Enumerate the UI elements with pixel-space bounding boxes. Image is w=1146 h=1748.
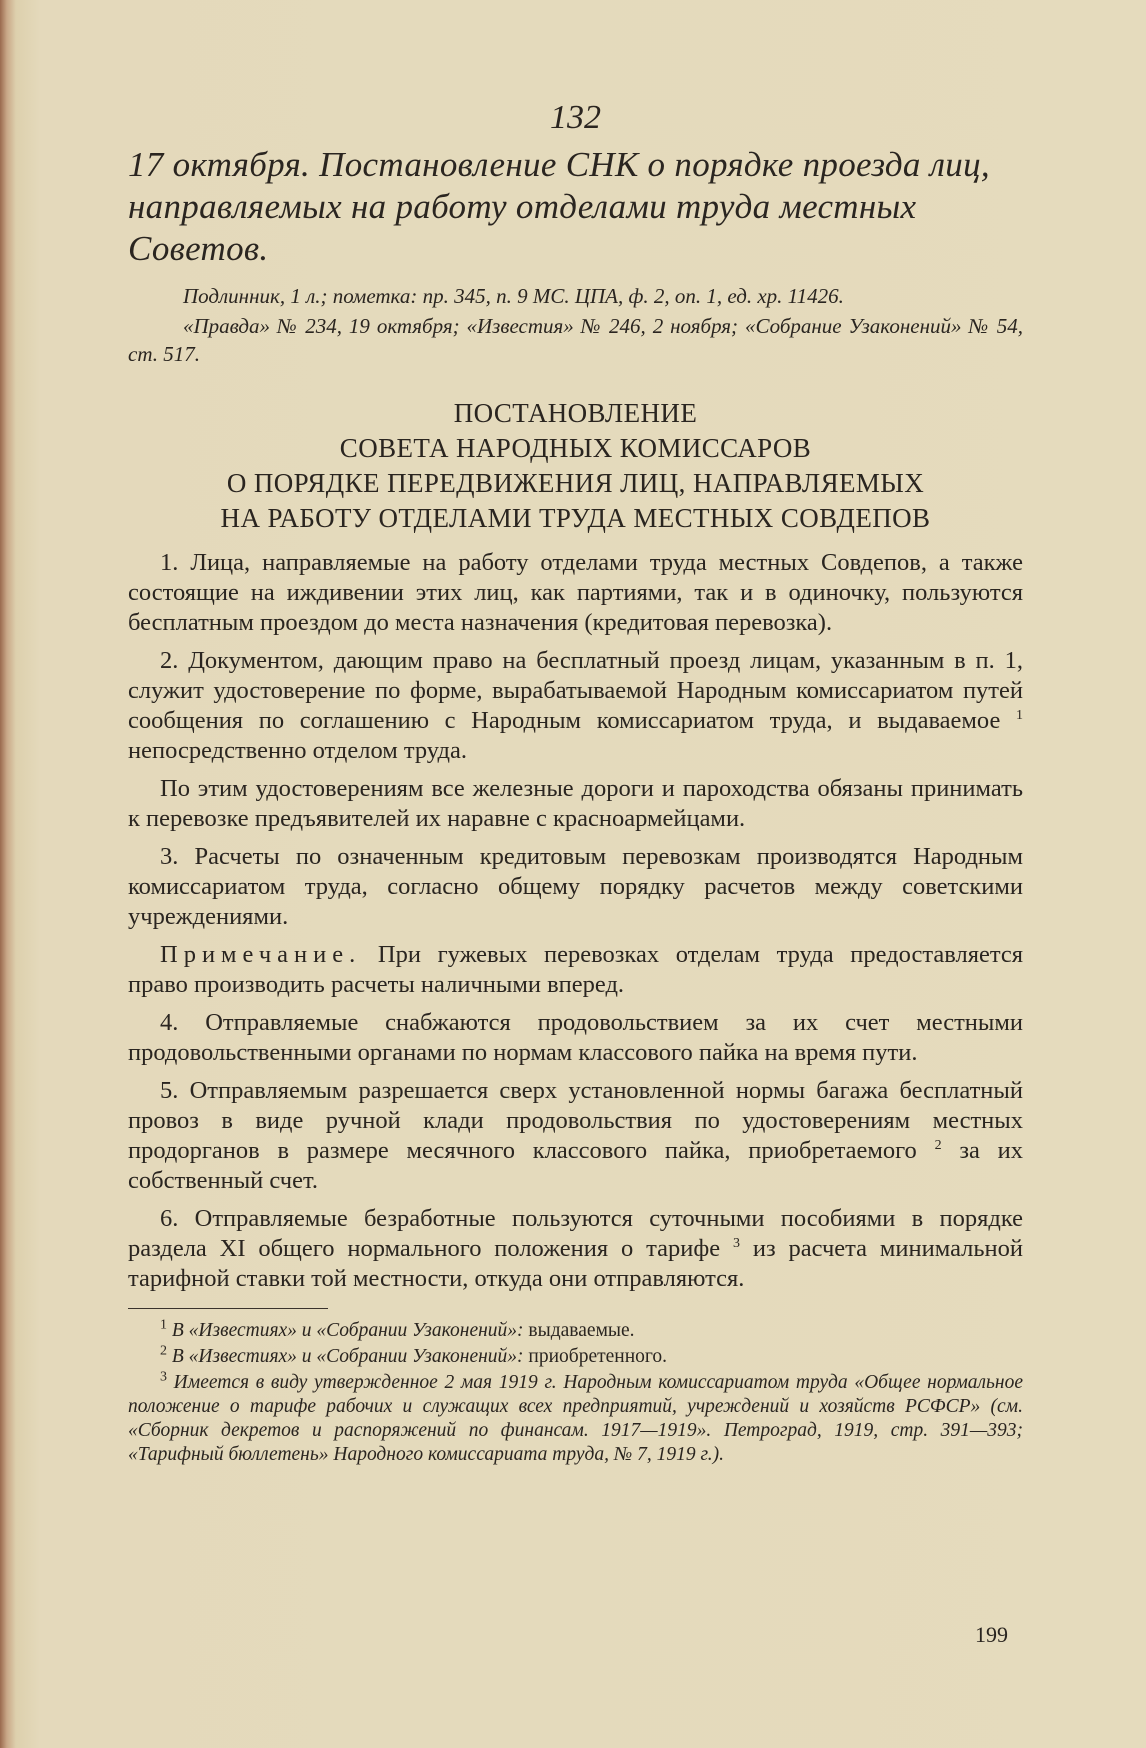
paragraph-6 (128, 1076, 1023, 1196)
footnote-plain: выдаваемые. (528, 1320, 635, 1341)
note-label: Примечание. (160, 941, 362, 968)
source-published: «Правда» № 234, 19 октября; «Известия» № 246, 2 ноября; «Собрание Узаконений» № 54, ст. 517. (128, 314, 1023, 366)
paragraph-2 (128, 646, 1023, 766)
note-paragraph (128, 940, 1023, 1000)
footnote-ref-3: 3 (732, 1235, 740, 1251)
paragraph-7 (128, 1204, 1023, 1294)
footnote-divider (128, 1308, 328, 1309)
paragraph-1: 1. Лица, направляемые на работу отделами труда местных Совдепов, а также состоящие на иждивении этих лиц, как партиями, так и в одиночку, пользуются бесплатным проездом до места назначения (кредитовая перевозка). (128, 549, 1023, 636)
page-number: 199 (975, 1622, 1008, 1647)
paragraph-4: 3. Расчеты по означенным кредитовым перевозкам производятся Народным комиссариатом труда, согласно общему порядку расчетов между советскими учреждениями. (128, 843, 1023, 930)
footnote-mark: 3 (160, 1369, 167, 1385)
paragraph-5: 4. Отправляемые снабжаются продовольствием за их счет местными продовольственными органами по нормам классового пайка на время пути. (128, 1009, 1023, 1066)
footnote-3 (128, 1371, 1023, 1467)
footnote-2 (128, 1345, 1023, 1369)
paragraph-7-text-b: из расчета минимальной тарифной ставки той местности, откуда они отправляются. (128, 1235, 1024, 1292)
title-line-4: НА РАБОТУ ОТДЕЛАМИ ТРУДА МЕСТНЫХ СОВДЕПОВ (220, 503, 931, 533)
paragraph-3: По этим удостоверениям все железные дороги и пароходства обязаны принимать к перевозке предъявителей их наравне с красноармейцами. (128, 775, 1023, 832)
document-number: 132 (550, 99, 601, 136)
paragraph-2-text-b: непосредственно отделом труда. (128, 737, 467, 764)
footnote-italic: В «Известиях» и «Собрании Узаконений»: (171, 1320, 524, 1341)
decree-title (128, 396, 1023, 536)
paragraph-6-text-a: 5. Отправляемым разрешается сверх установленной нормы багажа бесплатный провоз в виде ручной клади продовольствия по удостоверениям местных продорганов в размере месячного классового пайка, приобретаемого (128, 1077, 1023, 1164)
document-heading: 17 октября. Постановление СНК о порядке проезда лиц, направляемых на работу отделами труда местных Советов. (128, 145, 990, 268)
footnote-italic: В «Известиях» и «Собрании Узаконений»: (171, 1346, 524, 1367)
footnote-plain: приобретенного. (528, 1346, 668, 1367)
paragraph-2-text-a: 2. Документом, дающим право на бесплатный проезд лицам, указанным в п. 1, служит удостоверение по форме, вырабатываемой Народным комиссариатом путей сообщения по соглашению с Народным комиссариатом труда, и выдаваемое (128, 647, 1023, 734)
footnote-1 (128, 1319, 1023, 1343)
paragraph-7-text-a: 6. Отправляемые безработные пользуются суточными пособиями в порядке раздела XI общего нормального положения о тарифе (128, 1205, 1023, 1262)
title-line-1: ПОСТАНОВЛЕНИЕ (453, 398, 698, 428)
title-line-3: О ПОРЯДКЕ ПЕРЕДВИЖЕНИЯ ЛИЦ, НАПРАВЛЯЕМЫХ (226, 468, 925, 498)
title-line-2: СОВЕТА НАРОДНЫХ КОМИССАРОВ (339, 433, 812, 463)
page-content (128, 98, 1023, 1469)
footnote-italic: Имеется в виду утвержденное 2 мая 1919 г. Народным комиссариатом труда «Общее нормальное положение о тарифе рабочих и служащих всех предприятий, учреждений и хозяйств РСФСР» (см. «Сборник декретов и распоряжений по финансам. 1917—1919». Петроград, 1919, стр. 391—393; «Тарифный бюллетень» Народного комиссариата труда, № 7, 1919 г.). (128, 1372, 1023, 1465)
source-original: Подлинник, 1 л.; пометка: пр. 345, п. 9 МС. ЦПА, ф. 2, оп. 1, ед. хр. 11426. (183, 284, 844, 308)
footnote-ref-2: 2 (934, 1137, 942, 1153)
footnote-ref-1: 1 (1016, 707, 1023, 723)
note-text: При гужевых перевозках отделам труда предоставляется право производить расчеты наличными вперед. (128, 941, 1024, 998)
footnote-mark: 1 (160, 1317, 167, 1333)
footnote-mark: 2 (160, 1343, 167, 1359)
paragraph-6-text-b: за их собственный счет. (128, 1137, 1024, 1194)
